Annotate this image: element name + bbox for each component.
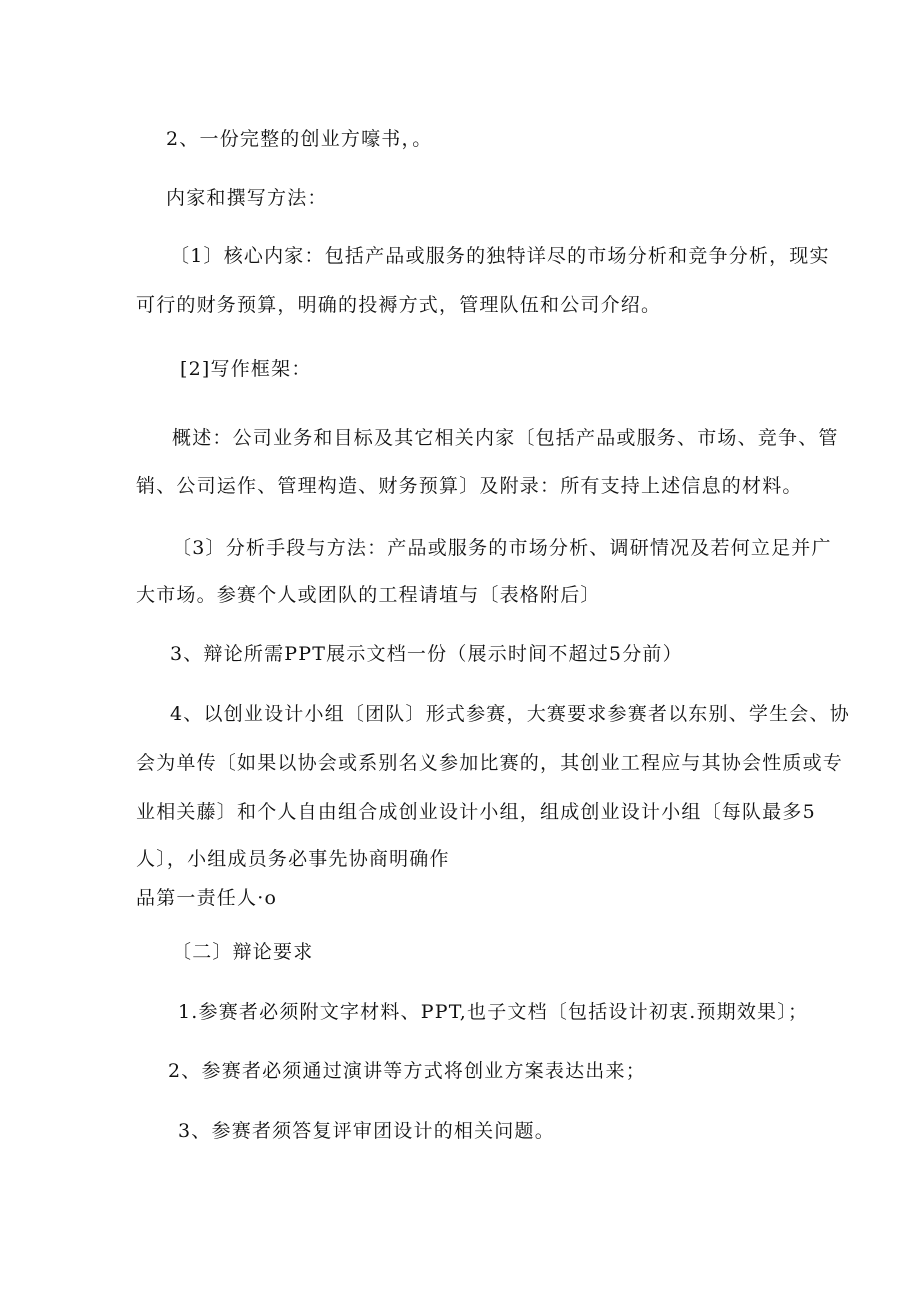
content-method-heading: 内家和撰写方法： bbox=[166, 187, 328, 209]
overview-line-1: 概述：公司业务和目标及其它相关内家〔包括产品或服务、市场、竞争、管 bbox=[172, 427, 839, 449]
item-4-line-2: 会为单传〔如果以协会或系别名义参加比赛的，其创业工程应与其协会性质或专 bbox=[136, 752, 844, 774]
item-3-ppt: 3、辩论所需PPT展示文档一份（展示时间不超过5分前） bbox=[170, 643, 683, 665]
analysis-line-1: 〔3〕分析手段与方法：产品或服务的市场分析、调研情况及若何立足并广 bbox=[172, 537, 832, 559]
item-4-line-4: 人〕，小组成员务必事先协商明确作 bbox=[136, 848, 450, 870]
core-content-line-2: 可行的财务预算，明确的投褥方式，管理队伍和公司介绍。 bbox=[136, 294, 662, 316]
overview-line-2: 销、公司运作、管理构造、财务预算〕及附录：所有支持上述信息的材料。 bbox=[136, 475, 803, 497]
analysis-line-2: 大市场。参赛个人或团队的工程请埴与〔表格附后〕 bbox=[136, 584, 601, 606]
writing-framework-heading: [2]写作框架： bbox=[180, 358, 312, 380]
item-4-line-1: 4、以创业设计小组〔团队〕形式参赛，大赛要求参赛者以东别、学生会、协 bbox=[170, 703, 850, 725]
requirement-3: 3、参赛者须答复评审团设计的相关问题。 bbox=[178, 1120, 555, 1142]
item-4-line-5: 品第一责任人·o bbox=[136, 887, 278, 909]
item-4-line-3: 业相关藤〕和个人自由组合成创业设计小组，组成创业设计小组〔每队最多5 bbox=[136, 801, 816, 823]
item-2-business-plan: 2、一份完整的创业方嚎书，。 bbox=[166, 128, 433, 150]
debate-requirements-heading: 〔二〕辩论要求 bbox=[172, 941, 314, 963]
requirement-2: 2、参赛者必须通过演讲等方式将创业方案表达出来； bbox=[168, 1060, 646, 1082]
requirement-1: 1.参赛者必须附文字材料、PPT,也子文档〔包括设计初衷.预期效果〕； bbox=[178, 1001, 809, 1023]
core-content-line-1: 〔1〕核心内家：包括产品或服务的独特详尽的市场分析和竞争分析，现实 bbox=[170, 245, 830, 267]
